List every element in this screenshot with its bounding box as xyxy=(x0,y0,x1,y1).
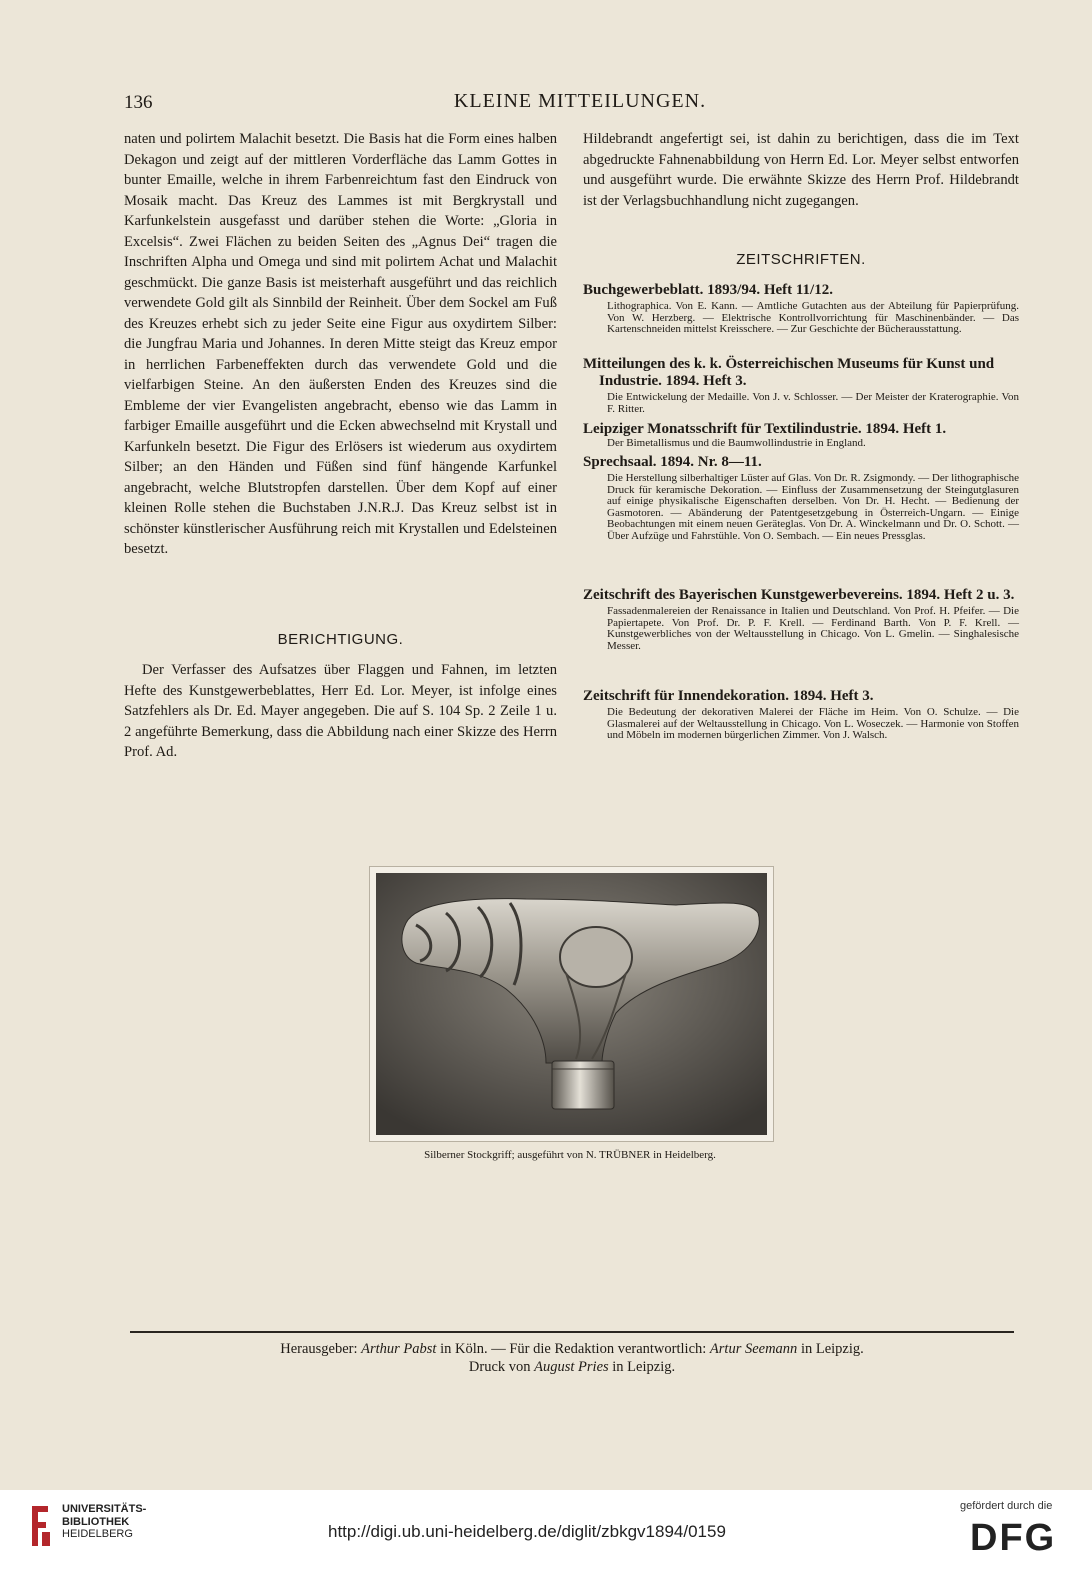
journal-entry xyxy=(583,587,1019,652)
cane-handle-photo xyxy=(376,873,767,1135)
imprint-line-1: Herausgeber: Arthur Pabst in Köln. — Für die Redaktion verantwortlich: Artur Seemann in Leipzig. xyxy=(280,1341,864,1357)
journal-title: Zeitschrift des Bayerischen Kunstgewerbevereins. 1894. Heft 2 u. 3. xyxy=(583,587,1015,603)
journal-entry xyxy=(583,282,1019,336)
editor-name: Artur Seemann xyxy=(709,1341,798,1357)
library-name: UNIVERSITÄTS- BIBLIOTHEK HEIDELBERG xyxy=(62,1503,147,1540)
dfg-logo: DFG xyxy=(970,1517,1057,1559)
journal-title: Mitteilungen des k. k. Österreichischen Museums für Kunst und Industrie. 1894. Heft 3. xyxy=(583,356,995,389)
figure-caption: Silberner Stockgriff; ausgeführt von N. TRÜBNER in Heidelberg. xyxy=(424,1149,716,1161)
journal-title: Buchgewerbeblatt. 1893/94. Heft 11/12. xyxy=(583,282,833,298)
left-column xyxy=(124,129,557,560)
journal-contents: Die Entwickelung der Medaille. Von J. v. Schlosser. — Der Meister der Kraterographie. Von F. Ritter. xyxy=(607,391,1019,415)
berichtigung-continuation: Hildebrandt angefertigt sei, ist dahin zu berichtigen, dass die im Text abgedruckte Fahnenabbildung von Herrn Ed. Lor. Meyer selbst entworfen und ausgeführt wurde. Die erwähnte Skizze des Herrn Prof. Hildebrandt ist der Verlagsbuchhandlung nicht zugegangen. xyxy=(583,131,1019,209)
printer-name: August Pries xyxy=(534,1359,609,1375)
journal-entry xyxy=(583,356,1019,415)
berichtigung-text: Der Verfasser des Aufsatzes über Flaggen und Fahnen, im letzten Hefte des Kunstgewerbeblattes, Herr Ed. Lor. Meyer, ist infolge eines Satzfehlers als Dr. Ed. Mayer angegeben. Die auf S. 104 Sp. 2 Zeile 1 u. 2 angeführte Bemerkung, dass die Abbildung nach einer Skizze des Herrn Prof. Ad. xyxy=(124,662,557,760)
journal-entry xyxy=(583,421,1019,450)
section-heading-zeitschriften: ZEITSCHRIFTEN. xyxy=(736,251,866,268)
section-heading-berichtigung: BERICHTIGUNG. xyxy=(277,631,404,648)
journal-entry xyxy=(583,454,1019,543)
journal-contents: Die Bedeutung der dekorativen Malerei der Fläche im Heim. Von O. Schulze. — Die Glasmalerei auf der Weltausstellung in Chicago. Von L. Woseczek. — Harmonie von Stoffen und Möbeln im modernen bürgerlichen Zimmer. Von J. Walsch. xyxy=(607,706,1019,742)
journal-contents: Der Bimetallismus und die Baumwollindustrie in England. xyxy=(607,437,866,449)
permalink[interactable]: http://digi.ub.uni-heidelberg.de/diglit/zbkgv1894/0159 xyxy=(328,1522,726,1541)
imprint xyxy=(130,1340,1014,1376)
journal-contents: Lithographica. Von E. Kann. — Amtliche Gutachten aus der Abteilung für Papierprüfung. Von W. Herzberg. — Elektrische Kontrollvorrichtung für Maschinenbänder. — Das Kartenschneiden mittelst Kreisschere. — Zur Geschichte der Bücherausstattung. xyxy=(607,300,1019,336)
funding-note: gefördert durch die xyxy=(960,1500,1053,1512)
page-number: 136 xyxy=(124,92,153,113)
right-column xyxy=(583,129,1019,211)
library-logo-icon xyxy=(28,1502,52,1550)
journal-title: Leipziger Monatsschrift für Textilindustrie. 1894. Heft 1. xyxy=(583,421,947,437)
publisher-name: Arthur Pabst xyxy=(361,1341,437,1357)
imprint-line-2: Druck von August Pries in Leipzig. xyxy=(468,1359,676,1375)
footer-rule xyxy=(130,1331,1014,1333)
running-title: KLEINE MITTEILUNGEN. xyxy=(453,90,707,112)
journal-title: Sprechsaal. 1894. Nr. 8—11. xyxy=(583,454,762,470)
journal-title: Zeitschrift für Innendekoration. 1894. Heft 3. xyxy=(583,688,874,704)
body-paragraph-malachit: naten und polirtem Malachit besetzt. Die Basis hat die Form eines halben Dekagon und zeigt auf der mittleren Vorderfläche das Lamm Gottes in bunter Emaille, welche in ihrem Farbenreichtum fast den Eindruck von Mosaik macht. Das Kreuz des Lammes ist mit Bergkrystall und Karfunkelstein ausgefasst und darüber stehen die Worte: „Gloria in Excelsis“. Zwei Flächen zu beiden Seiten des „Agnus Dei“ tragen die Inschriften Alpha und Omega und sind mit polirtem Achat und Malachit geschmückt. Die ganze Basis ist meisterhaft ausgeführt und das reichlich verwendete Gold gilt als Sinnbild der Reinheit. Über dem Sockel am Fuß des Kreuzes erhebt sich zu jeder Seite eine Figur aus oxydirtem Silber: die Jungfrau Maria und Johannes. In deren Mitte steigt das Kreuz empor in herrlichen Farbeneffekten durch das verwendete Gold und die vielfarbigen Steine. An den äußersten Enden des Kreuzes sind die Embleme der vier Evangelisten angebracht, ebenso wie das Lamm in farbiger Emaille ausgeführt und die Ecken abwechselnd mit Krystall und Karfunkeln besetzt. Die Figur des Erlösers ist wiederum aus oxydirtem Silber; an den Händen und Füßen sind fünf hängende Karfunkel angebracht, welche Blutstropfen darstellen. Über dem Kopf auf einer kleinen Rolle stehen die Buchstaben J.N.R.J. Das Kreuz selbst ist in schönster künstlerischer Ausführung reich mit Krystallen und Edelsteinen besetzt. xyxy=(124,131,557,557)
digitization-banner xyxy=(0,1490,1092,1570)
figure-frame xyxy=(369,866,774,1142)
journal-contents: Die Herstellung silberhaltiger Lüster auf Glas. Von Dr. R. Zsigmondy. — Der lithographische Druck für keramische Dekoration. — Einfluss der Zusammensetzung der Steingutglasuren auf einige physikalische Eigenschaften derselben. Von Dr. H. Hecht. — Bedienung der Gasmotoren. — Abänderung der Patentgesetzgebung in Österreich-Ungarn. — Einige Beobachtungen mit einem neuen Geräteglas. Von Dr. A. Winckelmann und Dr. O. Schott. — Über Aufzüge und Fahrstühle. Von O. Sembach. — Ein neues Pressglas. xyxy=(607,472,1019,542)
journal-contents: Fassadenmalereien der Renaissance in Italien und Deutschland. Von Prof. H. Pfeifer. — Die Papiertapete. Von Prof. Dr. P. F. Krell. — Ferdinand Barth. Von P. F. Krell. — Kunstgewerbliches von der Weltausstellung in Chicago. Von L. Gmelin. — Singhalesische Messer. xyxy=(607,605,1019,652)
journal-entry xyxy=(583,688,1019,742)
